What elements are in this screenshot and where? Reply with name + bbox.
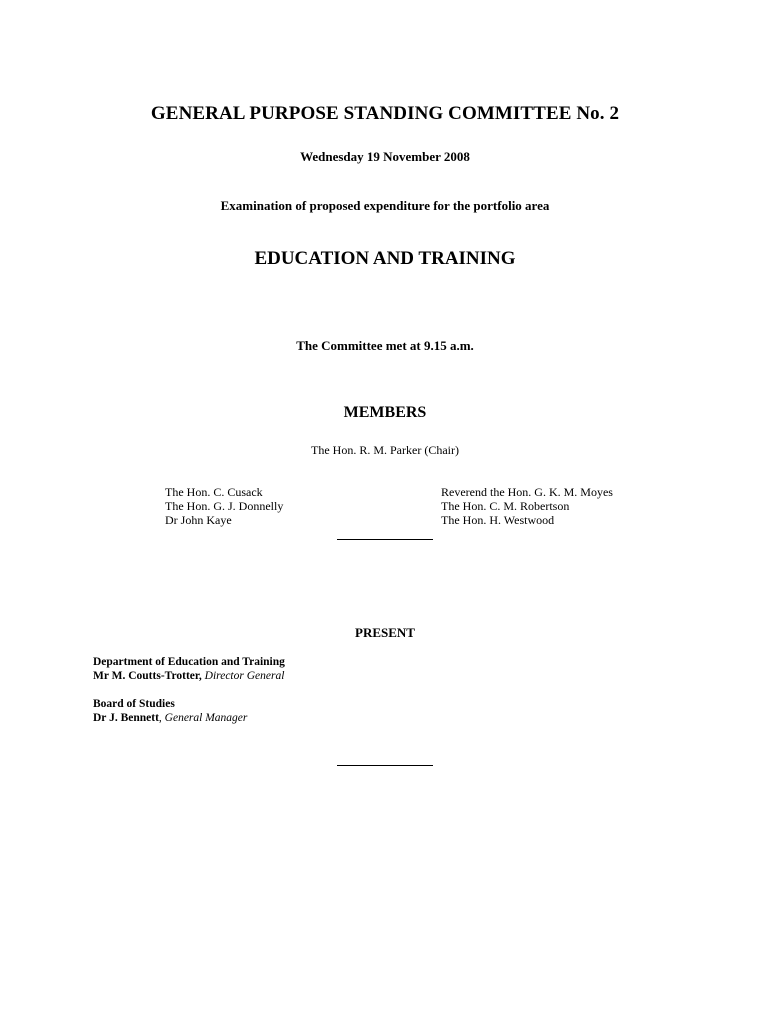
member-name: Reverend the Hon. G. K. M. Moyes [441,485,613,499]
section-divider [337,539,433,540]
witness-name: Mr M. Coutts-Trotter, [93,670,202,682]
present-heading: PRESENT [355,625,415,640]
witness-line: Dr J. Bennett, General Manager [93,712,248,724]
member-name: The Hon. H. Westwood [441,513,555,527]
witness-role: Director General [204,670,285,682]
hearing-subject: Examination of proposed expenditure for the portfolio area [220,198,550,213]
section-divider [337,765,433,766]
organisation-name: Board of Studies [93,698,175,710]
witness-organisation [93,655,285,683]
meeting-time: The Committee met at 9.15 a.m. [296,338,474,353]
member-name: The Hon. C. Cusack [165,485,263,499]
organisation-name: Department of Education and Training [93,656,285,668]
witness-role: General Manager [164,712,248,724]
members-right-column [441,485,613,527]
witness-organisation [93,697,247,725]
witness-name: Dr J. Bennett [93,712,159,724]
member-name: The Hon. G. J. Donnelly [165,499,284,513]
members-left-column [165,485,283,527]
witness-line [93,669,285,683]
portfolio-title: EDUCATION AND TRAINING [254,248,516,269]
chair-member: The Hon. R. M. Parker (Chair) [311,443,459,457]
member-name: The Hon. C. M. Robertson [441,499,570,513]
members-heading: MEMBERS [343,404,427,421]
hearing-date: Wednesday 19 November 2008 [300,149,470,164]
committee-title: GENERAL PURPOSE STANDING COMMITTEE No. 2 [150,103,620,124]
member-name: Dr John Kaye [165,513,232,527]
